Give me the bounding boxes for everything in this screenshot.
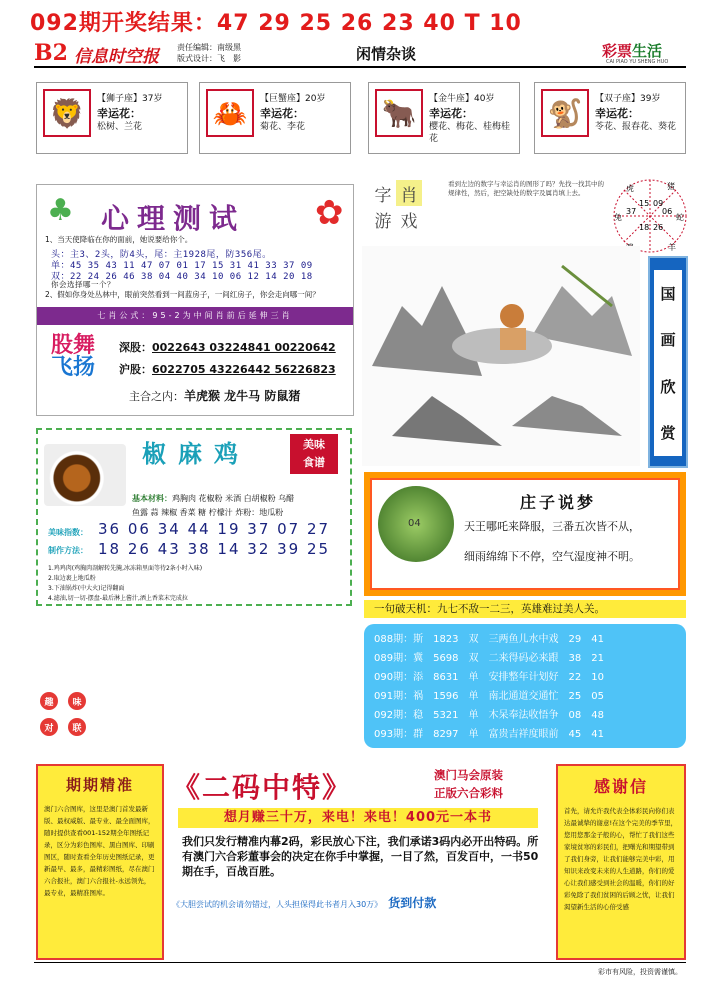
- wheel-number: 15: [639, 199, 650, 208]
- center-ad-side-line: 澳门马会原装: [434, 768, 503, 782]
- grid-char: 游: [374, 211, 392, 232]
- psych-title: 心理测试: [101, 202, 246, 235]
- center-ad-side-line: 正版六合彩料: [434, 786, 503, 800]
- recipe-title: 椒麻鸡: [142, 440, 250, 468]
- zodiac-label: 幸运花：: [260, 107, 304, 120]
- center-ad: [168, 764, 558, 960]
- couplet-char: 味: [68, 692, 86, 710]
- record-row: 093期：群 8297 单 富贵吉祥度眼前 45 41: [374, 729, 604, 740]
- zhuangzi-line: 天王哪吒来降服，三番五次皆不从，: [464, 520, 640, 533]
- couplet-char: 趣: [40, 692, 58, 710]
- record-row: 091期：祸 1596 单 南北通道交通忙 25 05: [374, 691, 604, 702]
- zodiac-flowers: 菊花、李花: [260, 122, 306, 132]
- records-panel: [364, 624, 686, 748]
- paper-name: 信息时空报: [74, 47, 159, 67]
- recipe-badge: [290, 434, 338, 474]
- center-ad-title: 《二码中特》: [172, 771, 353, 804]
- record-row: 089期：冀 5698 双 二来得码必来跟 38 21: [374, 653, 604, 664]
- method-label: 制作方法：: [48, 546, 88, 555]
- leaf-number: 04: [408, 518, 421, 529]
- wheel-number: 26: [653, 223, 664, 232]
- guohua-char: 欣: [660, 377, 676, 396]
- designer: 版式设计：飞 影: [177, 54, 241, 63]
- recipe-step: 3.下油锅炸(中大火)记得翻面: [48, 585, 125, 592]
- zodiac-flowers: 苓花、报春花、葵花: [595, 122, 677, 132]
- section-title: 闲情杂谈: [356, 45, 417, 63]
- credits: [177, 42, 241, 64]
- psych-row: 单：45 35 43 11 47 07 01 17 15 31 41 33 37 09: [51, 261, 313, 271]
- record-row: 090期：添 8631 单 安排整年计划好 22 10: [374, 672, 604, 683]
- puzzle-text: 看到左边的数字与幸运肖的图形了吗？先找一找其中的规律性，然后，把空缺处的数字及属肖填上去。: [448, 180, 604, 197]
- psych-question-1b: 你会选择哪一个？: [51, 280, 115, 289]
- ingredients-label: 基本材料：: [132, 494, 172, 503]
- couplet-badge: [36, 688, 92, 744]
- wheel-number: 09: [653, 199, 664, 208]
- wheel-label: 鸡: [626, 243, 634, 252]
- sh-stock-line: [119, 361, 336, 377]
- psych-question-2: 2、假如你身处丛林中，眼前突然看到一间蓝房子，一间红房子，你会走向哪一间？: [45, 290, 320, 299]
- recipe-step: 4.滤油,切一切-摆盘-最后淋上酱汁,洒上香菜末完成拉: [48, 595, 188, 602]
- footer-rule: [34, 962, 686, 976]
- stock-logo-top: 股舞: [51, 333, 96, 358]
- crab-icon: 🦀: [206, 89, 254, 137]
- zodiac-label: 幸运花：: [595, 107, 639, 120]
- zodiac-sign: 【巨蟹座】: [260, 94, 306, 104]
- logo-sub: CAI PIAO YU SHENG HUO: [606, 59, 669, 65]
- one-line-hint: 一句破天机：九七不敌一二三，英雄难过美人关。: [364, 600, 686, 618]
- guohua-char: 国: [660, 284, 676, 303]
- ink-painting: [362, 246, 640, 466]
- recipe-labels: [48, 524, 88, 560]
- record-row: 092期：稳 5321 单 木呆奉法收悟争 08 48: [374, 710, 604, 721]
- badge-bottom: 食谱: [303, 456, 325, 469]
- lion-icon: 🦁: [43, 89, 91, 137]
- center-ad-body: 我们只发行精准内幕2码，彩民放心下注，我们承诺3码内必开出特码。所有澳门六合彩董事会的决定在你手中掌握，一目了然，百发百中，一书50期在手，百战百胜。: [182, 835, 539, 878]
- sz-numbers: 0022643 03224841 00220642: [152, 341, 336, 354]
- zodiac-age: 37岁: [142, 94, 163, 104]
- center-ad-foot: [172, 894, 556, 911]
- center-ad-side: [434, 766, 503, 802]
- grid-char: 肖: [396, 180, 422, 206]
- zhuangzi-title: 庄子说梦: [520, 493, 597, 512]
- grid-char: 字: [374, 185, 392, 206]
- zhuangzi-line: 细雨绵绵下不停，空气湿度神不明。: [464, 550, 640, 563]
- ingredients-line: 鱼露 蒜 辣椒 香菜 糖 柠檬汁 炸粉：地瓜粉: [132, 508, 284, 517]
- bottom-ads: [36, 764, 686, 960]
- master-line: [129, 387, 300, 404]
- record-row: 088期：斯 1823 双 三两鱼儿水中戏 29 41: [374, 634, 604, 645]
- recipe-numbers: 18 26 43 38 14 32 39 25: [98, 540, 331, 558]
- zodiac-label: 幸运花：: [429, 107, 473, 120]
- sh-numbers: 6022705 43226442 56226823: [152, 363, 336, 376]
- recipe-step: 2.取边裹上地瓜粉: [48, 575, 96, 582]
- guohua-banner: [648, 256, 688, 468]
- psych-question-1: 1、当天使降临在你的面前，她说要给你个。: [45, 235, 193, 244]
- couplet-char: 联: [68, 718, 86, 736]
- logo-accent: 生活: [632, 42, 663, 60]
- guohua-char: 赏: [660, 424, 676, 443]
- right-ad: [556, 764, 686, 960]
- wheel-number: 06: [662, 207, 673, 216]
- psych-row: 头：主3、2头，防4头，尾：主1928尾，防356尾。: [51, 250, 272, 260]
- sh-label: 沪股：: [119, 363, 152, 376]
- logo-main: 彩票: [602, 42, 633, 60]
- zodiac-card: [368, 82, 520, 154]
- left-ad-title: 期期精准: [65, 776, 134, 794]
- banner-title: 092期开奖结果：47 29 25 26 23 40 T 10: [30, 11, 522, 36]
- recipe-steps: [48, 564, 348, 604]
- formula-bar: 七肖公式：95-2为中间肖前后延伸三肖: [37, 307, 353, 325]
- recipe-panel: [36, 428, 352, 606]
- center-ad-foot-text: 《大胆尝试的机会请勿错过，人头担保得此书者月入30万》: [172, 900, 383, 909]
- zodiac-label: 幸运花：: [97, 107, 141, 120]
- editor: 责任编辑：南级黑: [177, 43, 241, 52]
- dish-image: [44, 444, 126, 506]
- recipe-step: 1.鸡鸡肉(鸡胸肉剖解转先腌,冰冻箱里面等待2条小时入味): [48, 565, 203, 572]
- psych-test-panel: [36, 184, 354, 416]
- master-values: 羊虎猴 龙牛马 防鼠猪: [184, 389, 301, 403]
- psych-row: 双：22 24 26 46 38 04 40 34 10 06 12 14 20 18: [51, 272, 313, 282]
- badge-top: 美味: [303, 438, 325, 451]
- couplet-char: 对: [40, 718, 58, 736]
- zhuangzi-panel: [364, 472, 686, 596]
- puzzle-area: [364, 178, 646, 238]
- flower-icon: ✿: [315, 193, 344, 233]
- zodiac-sign: 【双子座】: [595, 94, 641, 104]
- page-number: B2: [34, 40, 68, 66]
- zodiac-sign: 【金牛座】: [429, 94, 475, 104]
- zodiac-age: 39岁: [640, 94, 661, 104]
- ingredients: [132, 492, 342, 520]
- ingredients-line: 鸡胸肉 花椒粉 米酒 白胡椒粉 乌醋: [172, 494, 295, 503]
- grid-char: 戏: [400, 211, 418, 232]
- cash-on-delivery: 货到付款: [388, 896, 437, 910]
- sz-label: 深股：: [119, 341, 152, 354]
- right-ad-text: 首先，请允许我代表全体彩民向你们表达最诚挚的谢意!在这个完美的季节里，您用您那金子般的心，帮忙了我们这些家境贫寒的彩民们，把曙光和期望带到了我们身旁，让我们能够完美中彩，用知识来改变未来的人生道路，你们的爱心让我们感受到社会的温暖，你们的好彩免除了我们贫困的后顾之忧，让我们渴望新生活的心倍受感: [564, 807, 678, 911]
- zodiac-card: [36, 82, 188, 154]
- wheel-label: 兔: [614, 213, 622, 222]
- master-label: 主合之内：: [129, 390, 184, 403]
- wheel-number: 37: [626, 207, 637, 216]
- twins-icon: 🐒: [541, 89, 589, 137]
- logo: [602, 40, 662, 61]
- char-grid: [370, 180, 422, 232]
- zodiac-flowers: 松树、兰花: [97, 122, 143, 132]
- stock-logo: [51, 335, 95, 379]
- zodiac-sign: 【狮子座】: [97, 94, 143, 104]
- zodiac-age: 40岁: [474, 94, 495, 104]
- wheel-label: 猪: [667, 182, 675, 191]
- number-wheel: [612, 178, 688, 254]
- wheel-label: 蛇: [676, 213, 684, 222]
- clover-icon: ♣: [47, 193, 74, 228]
- stock-logo-bottom: 飞扬: [51, 355, 96, 380]
- wheel-label: 羊: [668, 243, 676, 252]
- center-ad-bar: 想月赚三十万，来电！来电！400元一本书: [178, 808, 538, 828]
- wheel-number: 18: [639, 223, 650, 232]
- left-ad: [36, 764, 164, 960]
- zodiac-card: [199, 82, 351, 154]
- disclaimer: 彩市有风险，投资需谨慎。: [598, 968, 682, 976]
- bull-icon: 🐂: [375, 89, 423, 137]
- right-ad-title: 感谢信: [593, 777, 648, 796]
- page-header: [34, 40, 686, 68]
- zodiac-age: 20岁: [305, 94, 326, 104]
- recipe-numbers: 36 06 34 44 19 37 07 27: [98, 520, 331, 538]
- zodiac-card: [534, 82, 686, 154]
- sz-stock-line: [119, 339, 336, 355]
- zodiac-flowers: 樱花、梅花、桂梅桂花: [429, 122, 511, 144]
- taste-label: 美味指数：: [48, 528, 88, 537]
- wheel-label: 虎: [626, 184, 634, 193]
- guohua-char: 画: [660, 331, 676, 350]
- left-ad-text: 澳门六合图库，这里是澳门首发最新版、最权威版、最专业、最全面图库，随时提供查看001-152期全年图纸记录，区分为彩色图库、黑白图库、印刷图区，随时查看全年历史图纸记录，更新最早、最多，最精彩图纸，尽在澳门六合报社，澳门六合报社-永远领先，最专业，最精准图库。: [44, 805, 155, 897]
